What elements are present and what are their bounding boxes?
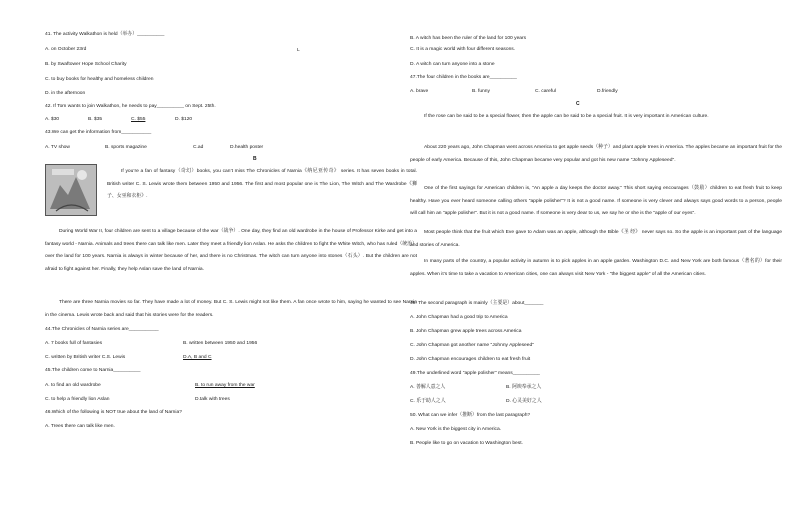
passage-b-paragraph-3: There are three Narnia movies so far. They have made a lot of money. But C. S. Lewis might not like them. A fan once wrote to him, saying he wanted to see Narnia in the cinema. Lewis wrote back and said that his stories were for the readers. [45,300,417,318]
passage-b-paragraph-2: During World War II, four children are sent to a village because of the war（战争）. One day, they find an old wardrobe in the house of Professor Kirke and get into a fantasy world - Narnia. Animals and trees there can talk like men. Later they meet a friendly lion Aslan. He asks the children to fight the White Witch, who has ruled（统治）over the land for 100 years. Narnia is always in winter because of her, and there is no Christmas. The witch can turn anyone into stones（石头）. But the children are not afraid to fight against her. Finally, they help Aslan save the land of Narnia. [45,229,417,272]
passage-b-intro: If you’re a fan of fantasy（奇幻）books, you can’t miss The Chronicles of Narnia《纳尼亚传奇》 series. It has seven books in total. British writer C. S. Lewis wrote them between 1950 and 1956. The first and most popular one is The Lion, The Witch and The Wardrobe《狮子、女巫和衣柜》. [107,169,417,200]
question-41: 41. The activity Walkathon is held（举办）__________ [45,32,165,37]
q50-option-b: B. People like to go on vacation to Washington best. [410,441,523,446]
q43-option-d: D.health poster [230,145,264,150]
q44-option-d: D.A, B and C [183,355,212,360]
q47-option-a: A. brave [410,89,429,94]
q44-option-c: C. written by British writer C.S. Lewis [45,355,126,360]
passage-c-paragraph-4: Most people think that the fruit which Eve gave to Adam was an apple, although the Bible《圣 经》 never says so. So the apple is an important part of the language and stories of America. [410,230,782,248]
passage-c-paragraph-5: In many parts of the country, a popular activity in autumn is to pick apples in an apple garden. Washington D.C. and New York are both famous（著名的）for their apples. When it’s time to take a vacation to American cities, one can always visit New York - "the biggest apple" of all the American cities. [410,259,782,277]
question-47: 47.The four children in the books are__________ [410,75,517,80]
q43-option-a: A. TV show [45,145,70,150]
q42-option-b: B. $35 [88,117,103,122]
q42-option-d: D. $120 [175,117,193,122]
q42-option-c: C. $55 [131,117,146,122]
question-48: 48. The second paragraph is mainly（主要是）about_______ [410,301,544,306]
q41-option-c: C. to buy books for healthy and homeless children [45,77,154,82]
book-cover-icon [46,165,96,215]
book-cover-image [45,164,97,216]
passage-b-intro-wrap [107,166,417,204]
q42-option-a: A. $30 [45,117,60,122]
q44-option-a: A. 7 books full of fantasies [45,341,103,346]
section-b-label: B [253,156,257,162]
q49-option-b: B. 阿谀奉承之人 [506,385,542,390]
q46-option-a: A. Trees there can talk like men. [45,424,115,429]
q43-option-b: B. sports magazine [105,145,147,150]
q45-option-b: B. to run away from the war [195,383,255,388]
passage-c-paragraph-3: One of the first sayings for American children is, "An apple a day keeps the doctor away." This short saying encourages（鼓励）children to eat fresh fruit to keep healthy. Have you ever heard someone calling others "apple polisher"? It is not a good name. If someone is very clever and always says good words to a person, people will call him an "apple polisher". But it is not a good name. If someone is very dear to us, we say he or she is the "apple of our eyes". [410,186,782,217]
passage-c-paragraph-1: If the rose can be said to be a special flower, then the apple can be said to be a special fruit. It is very important in American culture. [424,114,709,119]
q47-option-d: D.friendly [597,89,618,94]
question-45: 45.The children come to Narnia__________ [45,368,141,373]
question-42: 42. If Tom wants to join Walkathon, he needs to pay__________ on Sept. 25th. [45,104,216,109]
q49-option-d: D. 心灵美好之人 [506,399,542,404]
q45-option-c: C. to help a friendly lion Aslan [45,397,110,402]
q43-option-c: C.ad [193,145,204,150]
q44-option-b: B. written between 1950 and 1956 [183,341,258,346]
q41-option-d: D. in the afternoon [45,91,86,96]
q48-option-b: B. John Chapman grew apple trees across America [410,329,522,334]
q46-option-b: B. A witch has been the ruler of the land for 100 years [410,36,527,41]
q48-option-d: D. John Chapman encourages children to eat fresh fruit [410,357,531,362]
q48-option-c: C. John Chapman got another name "Johnny Appleseed" [410,343,534,348]
passage-c-paragraph-2: About 220 years ago, John Chapman went across America to get apple seeds（种子）and plant apple trees in America. The apples became an important fruit for the people of early America. Because of this, John Chapman became very popular and got his new name "Johnny Appleseed". [410,145,782,163]
stray-mark: L [297,48,300,53]
section-c-label: C [576,101,580,107]
q47-option-b: B. funny [472,89,490,94]
question-49: 49.The underlined word "apple polisher" means__________ [410,371,540,376]
q41-option-a: A. on October 23rd [45,47,87,52]
q50-option-a: A. New York is the biggest city in America. [410,427,502,432]
q45-option-a: A. to find an old wardrobe [45,383,101,388]
question-43: 43.We can get the information from___________ [45,130,152,135]
q49-option-c: C. 乐于助人之人 [410,399,446,404]
question-46: 46.Which of the following is NOT true about the land of Narnia? [45,410,182,415]
q47-option-c: C. careful [535,89,556,94]
question-50: 50. What can we infer（推断）from the last paragraph? [410,413,531,418]
q46-option-d: D. A witch can turn anyone into a stone [410,62,495,67]
q48-option-a: A. John Chapman had a good trip to America [410,315,508,320]
q41-option-b: B. by Swaftower Hope School Charity [45,62,127,67]
question-44: 44.The Chronicles of Narnia series are___________ [45,327,159,332]
q45-option-d: D.talk with trees [195,397,230,402]
q49-option-a: A. 善解人意之人 [410,385,446,390]
q46-option-c: C. It is a magic world with four different seasons. [410,47,516,52]
